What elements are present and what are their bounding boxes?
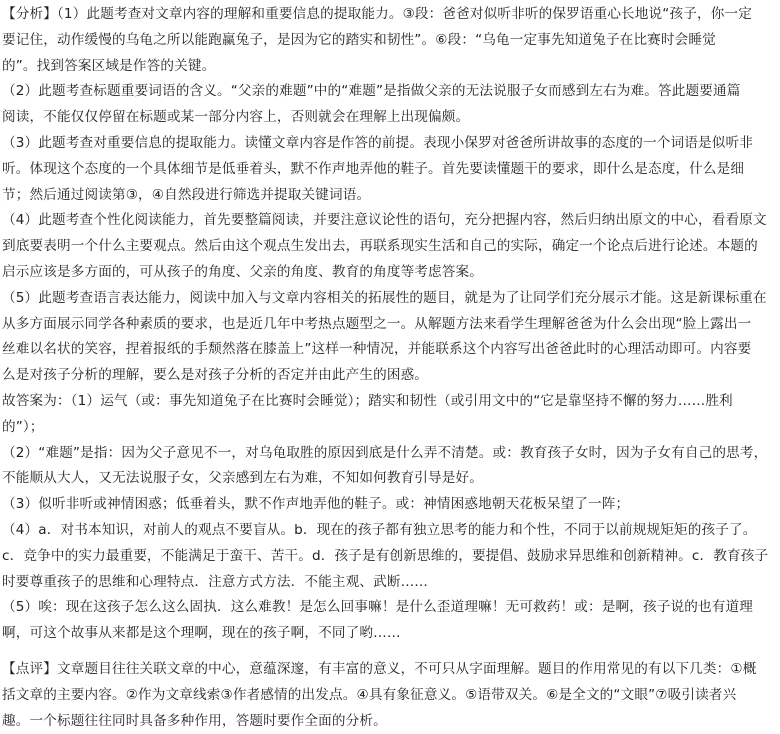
analysis-line: 从多方面展示同学各种素质的要求，也是近几年中考热点题型之一。从解题方法来看学生理解爸爸为什么会出现“脸上露出一 xyxy=(2,315,752,332)
analysis-line: 到底要表明一个什么主要观点。然后由这个观点生发出去，再联系现实生活和自己的实际，确定一个论点后进行论述。本题的 xyxy=(2,238,758,255)
analysis-section xyxy=(2,2,777,389)
answer-line: （3）似听非听或神情困惑；低垂着头，默不作声地弄他的鞋子。或：神情困惑地朝天花板呆望了一阵； xyxy=(2,496,630,513)
analysis-line: 阅读，不能仅仅停留在标题或某一部分内容上，否则就会在理解上出现偏颇。 xyxy=(2,109,470,126)
analysis-line: （5）此题考查语言表达能力，阅读中加入与文章内容相关的拓展性的题目，就是为了让同学们充分展示才能。这是新课标重在 xyxy=(2,289,767,306)
comment-section xyxy=(2,657,777,734)
answer-line: （4）a．对书本知识，对前人的观点不要盲从。b．现在的孩子都有独立思考的能力和个性，不同于以前规规矩矩的孩子了。 xyxy=(2,521,757,538)
analysis-line: （2）此题考查标题重要词语的含义。“父亲的难题”中的“难题”是指做父亲的无法说服子女而感到左右为难。答此题要通篇 xyxy=(2,83,741,100)
analysis-line: 听。体现这个态度的一个具体细节是低垂着头，默不作声地弄他的鞋子。首先要读懂题干的要求，即什么是态度，什么是细 xyxy=(2,160,745,177)
answer-line: （5）唉：现在这孩子怎么这么固执．这么难教！是怎么回事嘛！是什么歪道理嘛！无可救药！或：是啊，孩子说的也有道理 xyxy=(2,599,753,616)
analysis-line: 丝难以名状的笑容，捏着报纸的手颓然落在膝盖上”这样一种情况，并能联系这个内容写出爸爸此时的心理活动即可。内容要 xyxy=(2,341,752,358)
answer-line: 啊，可这个故事从来都是这个理啊，现在的孩子啊，不同了哟…… xyxy=(2,625,401,642)
comment-line: 括文章的主要内容。②作为文章线索③作者感情的出发点。④具有象征意义。⑤语带双关。⑥是全文的“文眼”⑦吸引读者兴 xyxy=(2,686,737,703)
analysis-line: （4）此题考查个性化阅读能力，首先要整篇阅读，并要注意议论性的语句，充分把握内容，然后归纳出原文的中心，看看原文 xyxy=(2,212,767,229)
analysis-line: 的”。找到答案区域是作答的关键。 xyxy=(2,57,216,74)
answer-line: c．竞争中的实力最重要，不能满足于蛮干、苦干。d．孩子是有创新思维的，要提倡、鼓励求异思维和创新精神。c．教育孩子 xyxy=(2,547,769,564)
analysis-line: 【分析】（1）此题考查对文章内容的理解和重要信息的提取能力。③段：爸爸对似听非听的保罗语重心长地说“孩子，你一定 xyxy=(2,6,752,22)
section-spacer xyxy=(2,647,777,657)
answer-line: 的”）； xyxy=(2,418,44,435)
analysis-line: 么是对孩子分析的理解，要么是对孩子分析的否定并由此产生的困惑。 xyxy=(2,367,429,384)
answer-line: 不能顺从大人，又无法说服子女，父亲感到左右为难，不知如何教育引导是好。 xyxy=(2,470,484,487)
analysis-line: 要记住，动作缓慢的乌龟之所以能跑赢兔子，是因为它的踏实和韧性”。⑥段：“乌龟一定事先知道兔子在比赛时会睡觉 xyxy=(2,31,716,48)
answer-line: 时要尊重孩子的思维和心理特点．注意方式方法．不能主观、武断…… xyxy=(2,573,429,590)
answer-line: （2）“难题”是指：因为父子意见不一，对乌龟取胜的原因到底是什么弄不清楚。或：教育孩子女时，因为子女有自己的思考， xyxy=(2,444,768,461)
comment-line: 趣。一个标题往往同时具备多种作用，答题时要作全面的分析。 xyxy=(2,712,387,729)
comment-line: 【点评】文章题目往往关联文章的中心，意蕴深邃，有丰富的意义，不可只从字面理解。题目的作用常见的有以下几类：①概 xyxy=(2,660,757,677)
analysis-line: 节；然后通过阅读第③，④自然段进行筛选并提取关键词语。 xyxy=(2,186,371,203)
analysis-line: 启示应该是多方面的，可从孩子的角度、父亲的角度、教育的角度等考虑答案。 xyxy=(2,263,484,280)
answer-section xyxy=(2,389,777,647)
answer-line: 故答案为：（1）运气（或：事先知道兔子在比赛时会睡觉）；踏实和韧性（或引用文中的“它是靠坚持不懈的努力……胜利 xyxy=(2,392,733,409)
analysis-line: （3）此题考查对重要信息的提取能力。读懂文章内容是作答的前提。表现小保罗对爸爸所讲故事的态度的一个词语是似听非 xyxy=(2,134,753,151)
